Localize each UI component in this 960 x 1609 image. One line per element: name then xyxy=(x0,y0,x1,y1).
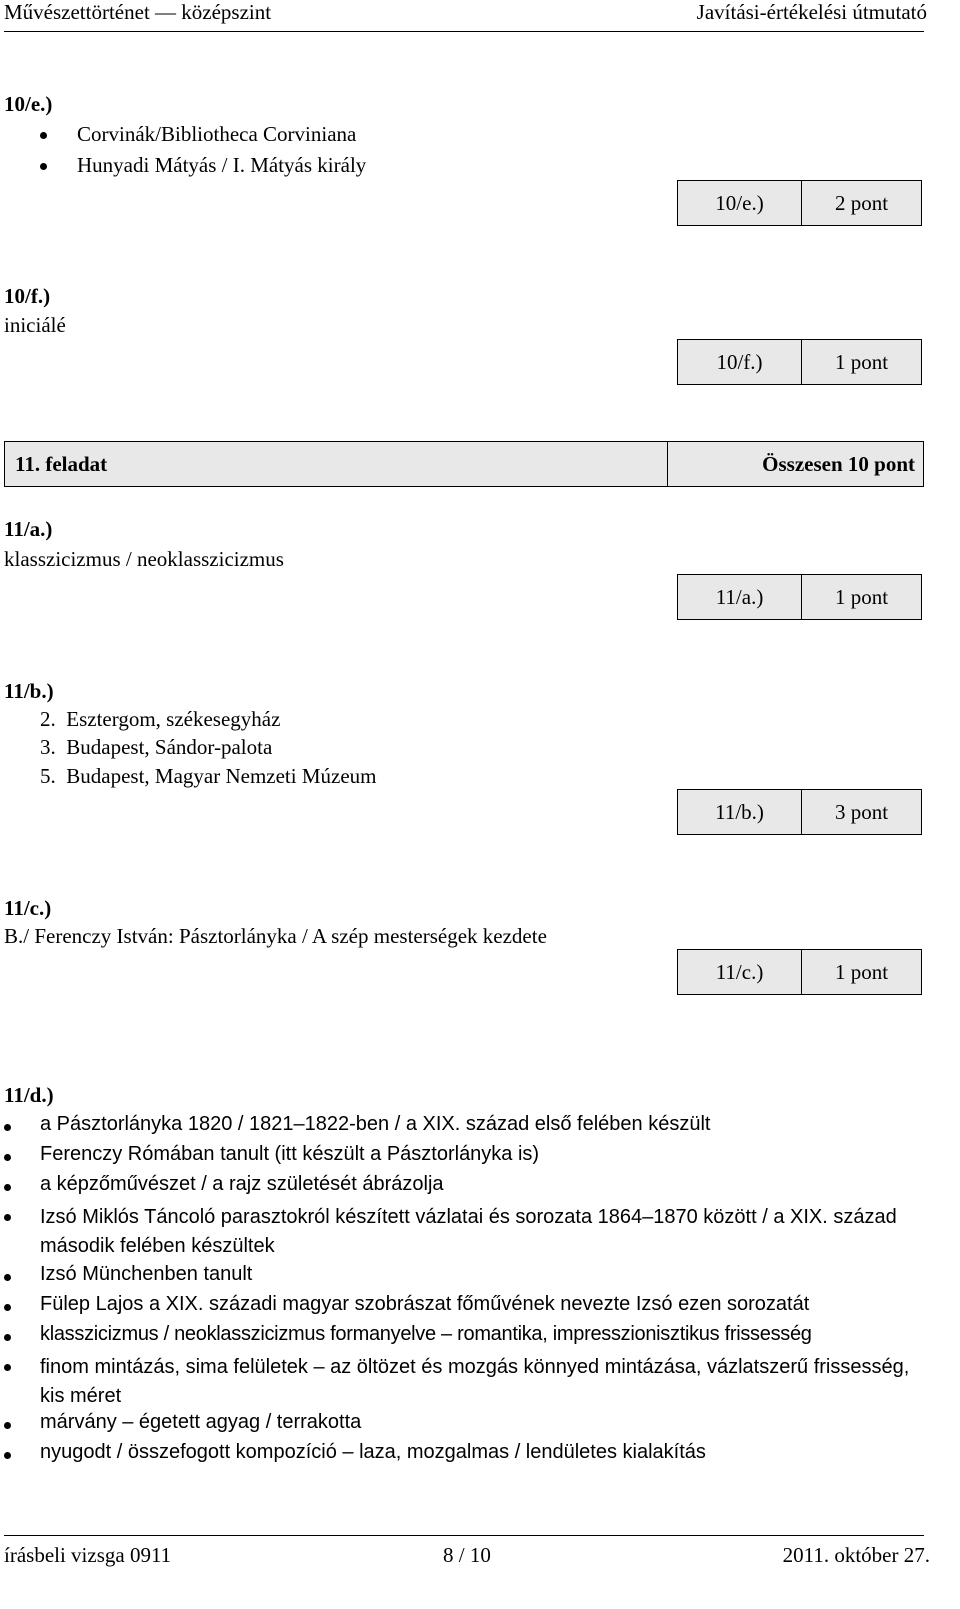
task-11-total-bar xyxy=(4,441,924,487)
score-box-11a xyxy=(677,574,922,620)
score-task: 11/a.) xyxy=(678,575,802,619)
q11a-label: 11/a.) xyxy=(4,517,53,541)
task-11-title: 11. feladat xyxy=(5,442,668,486)
bullet-icon xyxy=(4,1124,11,1131)
score-points: 2 pont xyxy=(834,190,889,215)
score-box-10f xyxy=(677,339,922,385)
footer-date: 2011. október 27. xyxy=(782,1543,930,1567)
q11b-item: 2. Esztergom, székesegyház xyxy=(40,707,281,731)
bullet-icon xyxy=(4,1304,11,1311)
bullet-icon xyxy=(4,1364,11,1371)
q10f-answer: iniciálé xyxy=(4,313,66,337)
score-points: 1 pont xyxy=(834,959,889,984)
footer-left: írásbeli vizsga 0911 xyxy=(4,1543,172,1567)
bullet-icon xyxy=(4,1334,11,1341)
score-box-11c xyxy=(677,949,922,995)
header-left: Művészettörténet — középszint xyxy=(4,0,272,24)
q11b-item: 3. Budapest, Sándor-palota xyxy=(40,735,273,759)
q11a-answer: klasszicizmus / neoklasszicizmus xyxy=(4,547,284,571)
score-points: 1 pont xyxy=(834,584,889,609)
bullet-icon xyxy=(4,1184,11,1191)
bullet-icon xyxy=(4,1214,11,1221)
q11c-label: 11/c.) xyxy=(4,896,52,920)
header-divider xyxy=(4,31,924,32)
bullet-icon xyxy=(4,1452,11,1459)
bullet-icon xyxy=(4,1274,11,1281)
score-box-10e xyxy=(677,180,922,226)
q10e-label: 10/e.) xyxy=(4,92,53,116)
header-right: Javítási-értékelési útmutató xyxy=(696,0,927,24)
score-task: 11/c.) xyxy=(678,950,802,994)
q10f-label: 10/f.) xyxy=(4,284,51,308)
score-task: 10/e.) xyxy=(678,181,802,225)
score-task: 11/b.) xyxy=(678,790,802,834)
score-points: 1 pont xyxy=(834,349,889,374)
q11b-label: 11/b.) xyxy=(4,679,54,703)
bullet-icon xyxy=(4,1154,11,1161)
bullet-icon xyxy=(4,1422,11,1429)
page-number: 8 / 10 xyxy=(443,1543,491,1567)
bullet-icon xyxy=(40,132,47,139)
score-box-11b xyxy=(677,789,922,835)
q11d-label: 11/d.) xyxy=(4,1083,54,1107)
q11b-item: 5. Budapest, Magyar Nemzeti Múzeum xyxy=(40,764,377,788)
q11c-answer: B./ Ferenczy István: Pásztorlányka / A szép mesterségek kezdete xyxy=(4,924,547,948)
footer-divider xyxy=(4,1535,924,1536)
score-points: 3 pont xyxy=(834,799,889,824)
task-11-total: Összesen 10 pont xyxy=(762,451,915,476)
score-task: 10/f.) xyxy=(678,340,802,384)
bullet-icon xyxy=(40,163,47,170)
